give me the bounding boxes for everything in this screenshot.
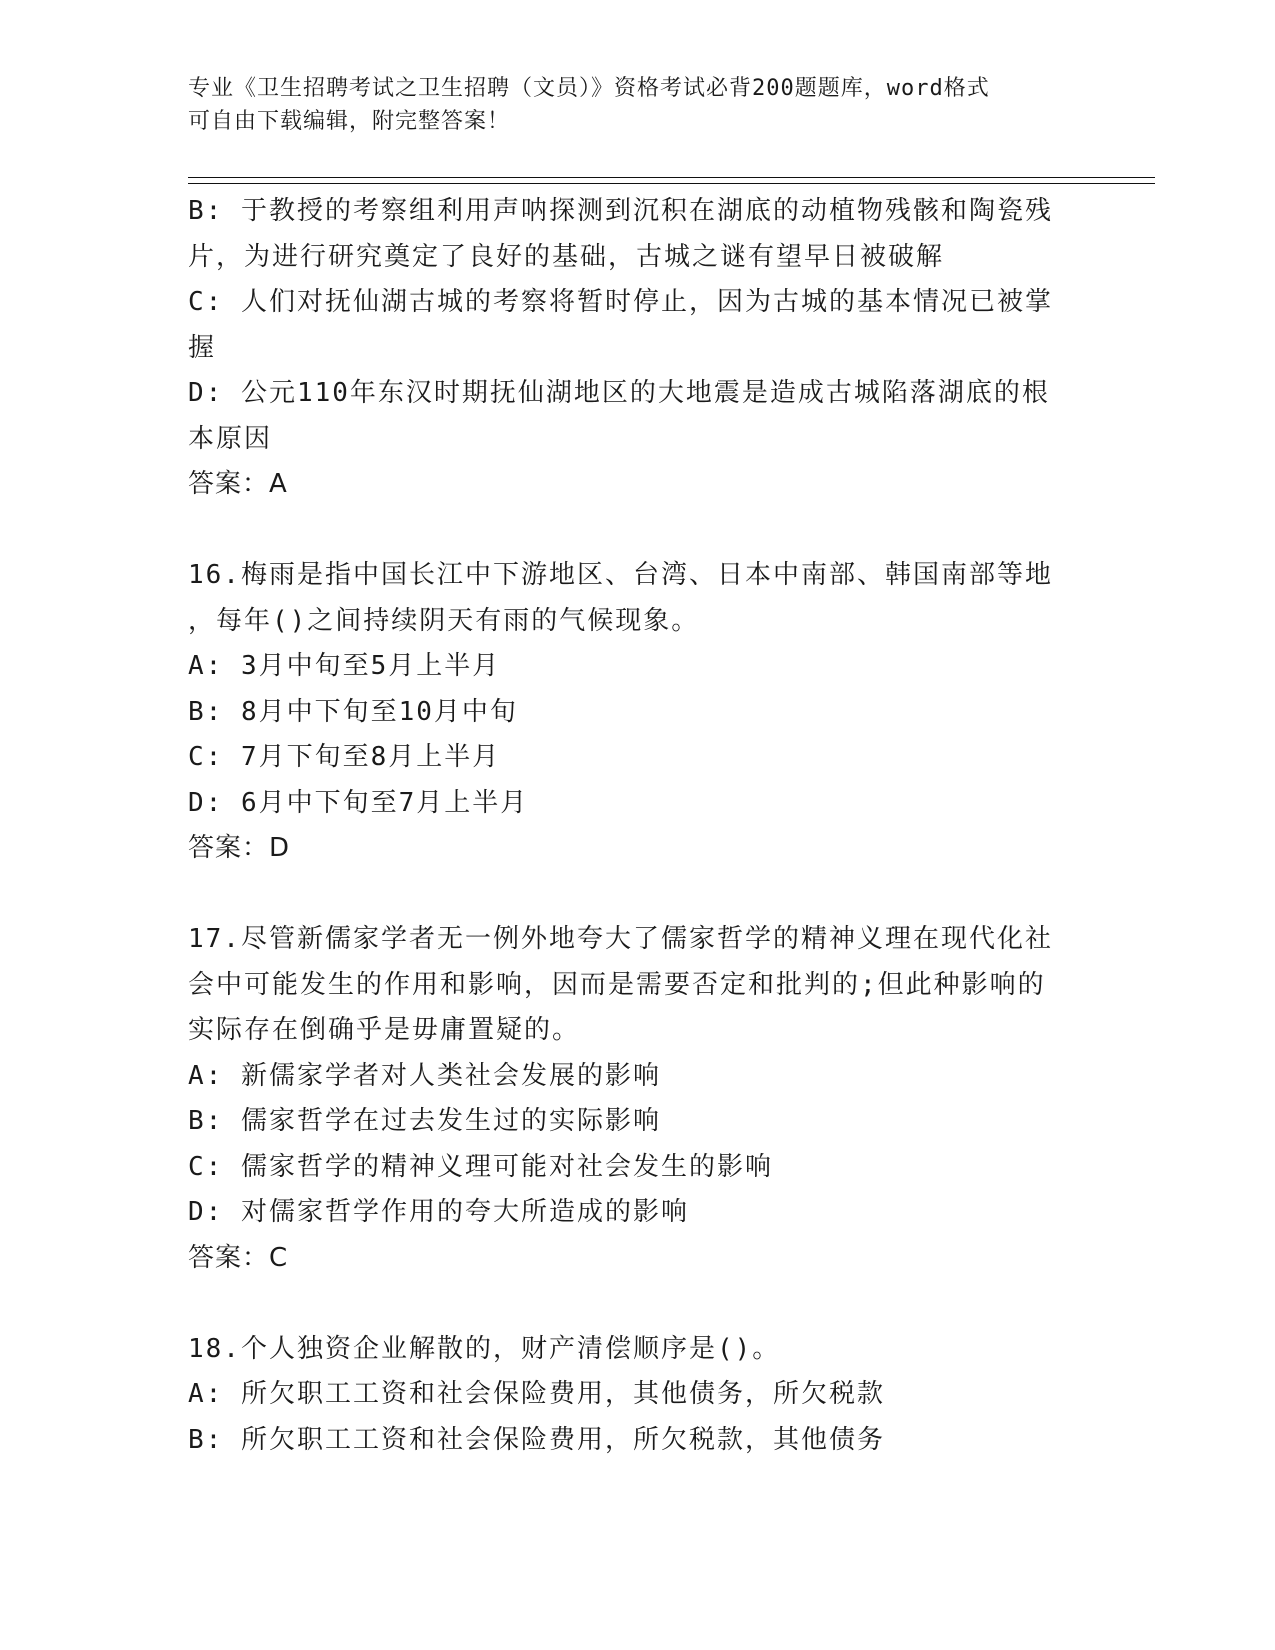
- question-16: [188, 553, 1088, 872]
- document-header: [188, 72, 1088, 138]
- q16-option-c: C: 7月下旬至8月上半月: [188, 742, 501, 772]
- q15-option-b-line-2: 片，为进行研究奠定了良好的基础，古城之谜有望早日被破解: [188, 241, 945, 272]
- q16-stem-line-2: ，每年()之间持续阴天有雨的气候现象。: [188, 605, 700, 636]
- header-title-line-2: 可自由下载编辑，附完整答案！: [188, 109, 511, 134]
- question-spacer: [188, 872, 1088, 918]
- q18-option-b: B: 所欠职工工资和社会保险费用，所欠税款，其他债务: [188, 1424, 885, 1455]
- q16-option-a: A: 3月中旬至5月上半月: [188, 651, 501, 681]
- q16-answer: 答案：D: [188, 833, 291, 863]
- q15-option-c-line-1: C: 人们对抚仙湖古城的考察将暂时停止，因为古城的基本情况已被掌: [188, 287, 1053, 317]
- q17-stem-line-2: 会中可能发生的作用和影响，因而是需要否定和批判的;但此种影响的: [188, 969, 1046, 1000]
- question-content: [188, 189, 1088, 1463]
- question-18: [188, 1327, 1088, 1464]
- q15-option-c-line-2: 握: [188, 332, 217, 363]
- q16-stem-line-1: 16.梅雨是指中国长江中下游地区、台湾、日本中南部、韩国南部等地: [188, 560, 1053, 590]
- header-title-line-1: 专业《卫生招聘考试之卫生招聘（文员）》资格考试必背200题题库，word格式: [188, 76, 990, 101]
- question-spacer: [188, 508, 1088, 554]
- q17-option-a: A: 新儒家学者对人类社会发展的影响: [188, 1060, 661, 1091]
- q17-option-c: C: 儒家哲学的精神义理可能对社会发生的影响: [188, 1151, 773, 1182]
- question-spacer: [188, 1281, 1088, 1327]
- question-15-tail: [188, 189, 1088, 508]
- q15-option-d-line-1: D: 公元110年东汉时期抚仙湖地区的大地震是造成古城陷落湖底的根: [188, 378, 1050, 408]
- q16-option-d: D: 6月中下旬至7月上半月: [188, 787, 529, 818]
- q17-stem-line-3: 实际存在倒确乎是毋庸置疑的。: [188, 1015, 581, 1045]
- q15-option-d-line-2: 本原因: [188, 423, 273, 454]
- q15-option-b-line-1: B: 于教授的考察组利用声呐探测到沉积在湖底的动植物残骸和陶瓷残: [188, 196, 1053, 226]
- header-divider-bottom: [188, 183, 1155, 184]
- q17-answer: 答案：C: [188, 1242, 289, 1273]
- question-17: [188, 917, 1088, 1281]
- q15-answer: 答案：A: [188, 469, 288, 499]
- q18-stem-line-1: 18.个人独资企业解散的，财产清偿顺序是()。: [188, 1333, 781, 1364]
- q17-stem-line-1: 17.尽管新儒家学者无一例外地夸大了儒家哲学的精神义理在现代化社: [188, 924, 1053, 954]
- q18-option-a: A: 所欠职工工资和社会保险费用，其他债务，所欠税款: [188, 1379, 885, 1409]
- q17-option-d: D: 对儒家哲学作用的夸大所造成的影响: [188, 1197, 689, 1227]
- q17-option-b: B: 儒家哲学在过去发生过的实际影响: [188, 1106, 661, 1136]
- q16-option-b: B: 8月中下旬至10月中旬: [188, 696, 518, 727]
- header-divider-top: [188, 177, 1155, 178]
